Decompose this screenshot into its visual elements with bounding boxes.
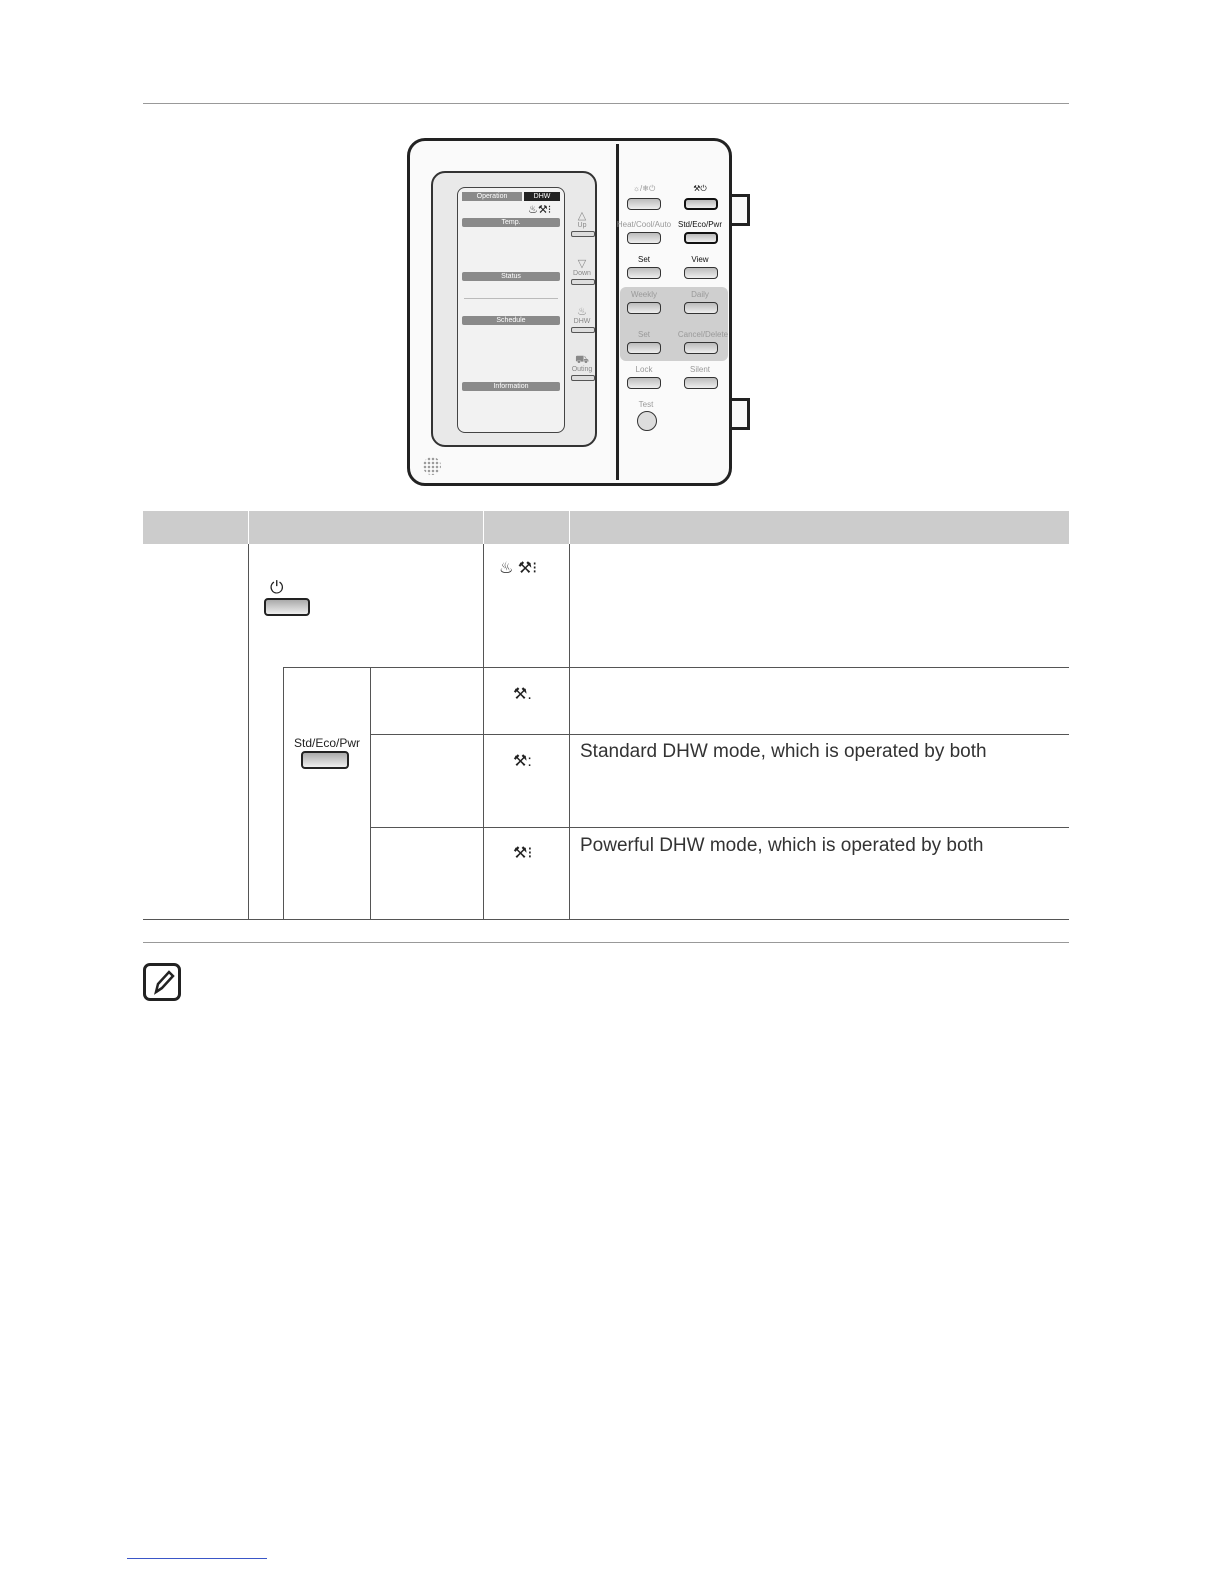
- controller-device: [407, 138, 732, 486]
- heat-power-label: ☼/❄⏻: [632, 184, 656, 193]
- std-eco-pwr-button[interactable]: [301, 751, 349, 769]
- powerful-dhw-icon: ⚒⁝: [513, 845, 533, 862]
- silent-label: Silent: [689, 365, 710, 374]
- lock-key[interactable]: [627, 377, 661, 389]
- dhw-key[interactable]: ♨ DHW: [571, 307, 593, 333]
- down-key[interactable]: ▽ Down: [571, 259, 593, 285]
- lock-label: Lock: [635, 365, 653, 374]
- standard-dhw-icon: ⚒:: [513, 753, 532, 770]
- heat-cool-auto-key[interactable]: [627, 232, 661, 244]
- view-label: View: [691, 255, 709, 264]
- footer-link-rule: [127, 1558, 267, 1559]
- screen-frame: [431, 171, 597, 447]
- outing-key[interactable]: ⛟ Outing: [571, 355, 593, 381]
- view-key[interactable]: [684, 267, 718, 279]
- car-icon: ⛟: [575, 354, 589, 366]
- dhw-tab: DHW: [524, 192, 560, 201]
- bottom-rule: [143, 942, 1069, 943]
- table-header: [143, 511, 1069, 544]
- weekly-key[interactable]: [627, 302, 661, 314]
- weekly-label: Weekly: [630, 290, 658, 299]
- device-key-panel: [616, 144, 730, 480]
- set-key[interactable]: [627, 267, 661, 279]
- std-eco-pwr-label: Std/Eco/Pwr: [677, 220, 722, 229]
- eco-dhw-icon: ⚒.: [513, 686, 532, 703]
- test-key[interactable]: [637, 411, 657, 431]
- cancel-delete-label: Cancel/Delete: [677, 330, 729, 339]
- powerful-dhw-description: Powerful DHW mode, which is operated by both: [580, 835, 984, 856]
- status-bar: Status: [462, 272, 560, 281]
- device-tab-top: [732, 194, 750, 226]
- speaker-grille: [423, 457, 441, 475]
- test-label: Test: [638, 400, 654, 409]
- lcd-screen: [457, 187, 565, 433]
- temp-bar: Temp.: [462, 218, 560, 227]
- dhw-mode-icons: ♨ ⚒⁝: [499, 560, 538, 577]
- set2-key[interactable]: [627, 342, 661, 354]
- dhw-power-key[interactable]: [684, 198, 718, 210]
- dhw-power-button[interactable]: [264, 598, 310, 616]
- set2-label: Set: [637, 330, 650, 339]
- lcd-divider: [464, 298, 558, 299]
- dhw-power-button-label: ⏻: [270, 578, 284, 597]
- information-bar: Information: [462, 382, 560, 391]
- schedule-bar: Schedule: [462, 316, 560, 325]
- device-tab-bottom: [732, 398, 750, 430]
- up-key[interactable]: △ Up: [571, 211, 593, 237]
- dhw-tank-icon: ♨: [577, 306, 587, 318]
- cancel-delete-key[interactable]: [684, 342, 718, 354]
- down-triangle-icon: ▽: [577, 258, 587, 270]
- set-label: Set: [637, 255, 650, 264]
- lcd-dhw-icons: ♨⚒⁝: [528, 204, 552, 216]
- heat-cool-auto-label: Heat/Cool/Auto: [616, 220, 672, 229]
- heat-power-key[interactable]: [627, 198, 661, 210]
- device-display-section: [413, 144, 619, 480]
- operation-tab: Operation: [462, 192, 522, 201]
- daily-key[interactable]: [684, 302, 718, 314]
- up-triangle-icon: △: [577, 210, 587, 222]
- top-rule: [143, 103, 1069, 104]
- dhw-power-label: ⚒⏻: [693, 184, 707, 193]
- note-icon: [143, 963, 181, 1001]
- std-eco-pwr-key[interactable]: [684, 232, 718, 244]
- silent-key[interactable]: [684, 377, 718, 389]
- lcd-tabs: [462, 192, 560, 201]
- standard-dhw-description: Standard DHW mode, which is operated by both: [580, 741, 987, 762]
- daily-label: Daily: [691, 290, 709, 299]
- std-eco-pwr-button-label: Std/Eco/Pwr: [293, 736, 361, 750]
